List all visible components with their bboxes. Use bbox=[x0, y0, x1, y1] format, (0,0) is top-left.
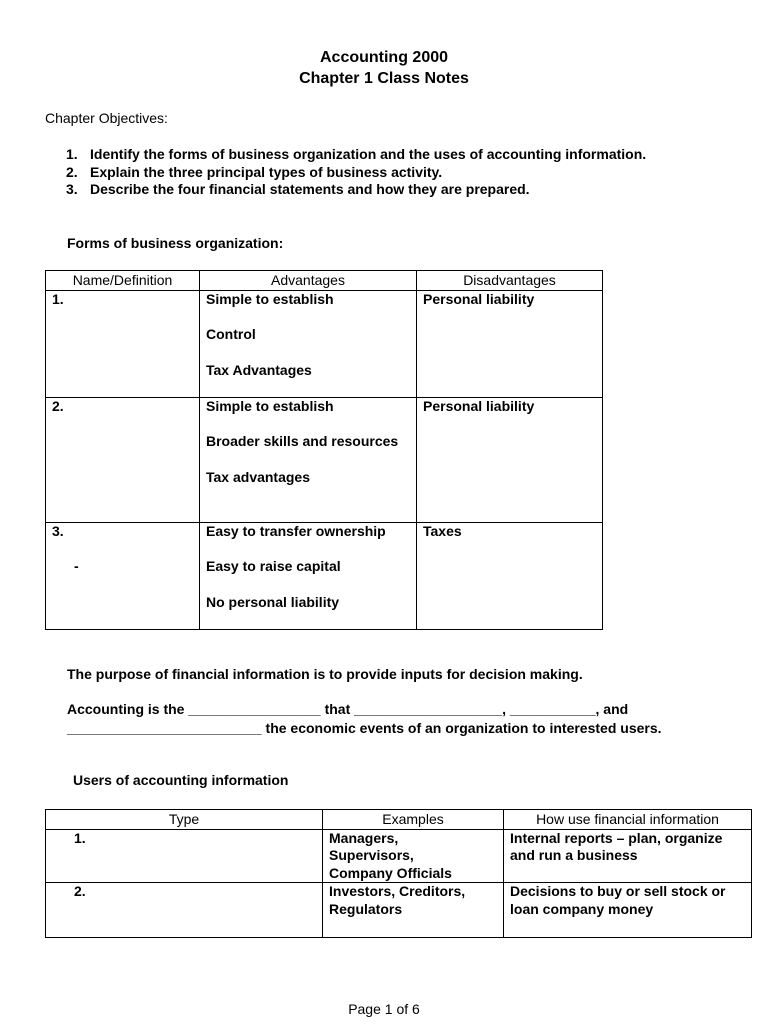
table-row bbox=[46, 829, 752, 883]
cell-advantages bbox=[200, 397, 417, 522]
use-text: Internal reports – plan, organize and run a business bbox=[510, 829, 723, 863]
cell-type bbox=[46, 883, 323, 938]
column-header-examples: Examples bbox=[323, 810, 504, 830]
cell-name bbox=[46, 522, 200, 629]
cell-disadvantages bbox=[417, 522, 603, 629]
objective-item bbox=[66, 146, 646, 164]
table-header-row bbox=[46, 271, 603, 291]
users-table bbox=[45, 809, 752, 938]
advantage-item: Tax Advantages bbox=[206, 361, 312, 378]
example-item: Company Officials bbox=[329, 864, 452, 881]
objective-item bbox=[66, 181, 646, 199]
example-item: Supervisors, bbox=[329, 847, 414, 863]
column-header-disadvantages: Disadvantages bbox=[417, 271, 603, 291]
definition-line-2: _________________________ the economic events of an organization to interested users. bbox=[67, 720, 662, 736]
disadvantage-item: Personal liability bbox=[423, 290, 535, 307]
row-number: 1. bbox=[74, 829, 86, 846]
document-title: Accounting 2000 bbox=[319, 49, 449, 66]
cell-use bbox=[504, 883, 752, 938]
cell-disadvantages bbox=[417, 397, 603, 522]
purpose-sentence: The purpose of financial information is to provide inputs for decision making. bbox=[67, 666, 583, 682]
table-row bbox=[46, 397, 603, 522]
page-number: Page 1 of 6 bbox=[348, 1001, 420, 1017]
cell-use bbox=[504, 829, 752, 883]
advantage-item: Tax advantages bbox=[206, 468, 311, 485]
objective-number: 1. bbox=[66, 146, 78, 162]
forms-table bbox=[45, 270, 603, 630]
column-header-type: Type bbox=[46, 810, 323, 830]
cell-disadvantages bbox=[417, 290, 603, 397]
cell-type bbox=[46, 829, 323, 883]
objectives-heading: Chapter Objectives: bbox=[45, 110, 168, 126]
cell-name bbox=[46, 290, 200, 397]
row-number: 2. bbox=[74, 883, 86, 899]
table-header-row bbox=[46, 810, 752, 830]
advantage-item: Simple to establish bbox=[206, 290, 334, 307]
disadvantage-item: Personal liability bbox=[423, 397, 535, 414]
advantage-item: No personal liability bbox=[206, 593, 340, 610]
row-sub-marker: - bbox=[74, 558, 79, 574]
objective-item bbox=[66, 164, 646, 182]
objective-text: Explain the three principal types of business activity. bbox=[90, 163, 443, 180]
table-row bbox=[46, 522, 603, 629]
users-heading: Users of accounting information bbox=[73, 772, 289, 788]
objective-text: Describe the four financial statements and how they are prepared. bbox=[90, 181, 530, 197]
objective-text: Identify the forms of business organization and the uses of accounting information. bbox=[90, 146, 647, 162]
definition-line-1: Accounting is the _________________ that ___________________, ___________, and bbox=[67, 701, 629, 717]
column-header-name: Name/Definition bbox=[46, 271, 200, 291]
advantage-item: Easy to raise capital bbox=[206, 558, 341, 574]
objective-number: 2. bbox=[66, 163, 78, 180]
row-number: 2. bbox=[52, 397, 64, 414]
column-header-use: How use financial information bbox=[504, 810, 752, 830]
row-number: 1. bbox=[52, 290, 64, 307]
forms-heading: Forms of business organization: bbox=[67, 235, 284, 251]
table-row bbox=[46, 290, 603, 397]
cell-examples bbox=[323, 883, 504, 938]
disadvantage-item: Taxes bbox=[423, 522, 462, 539]
document-subtitle: Chapter 1 Class Notes bbox=[299, 70, 469, 87]
row-number: 3. bbox=[52, 522, 64, 539]
cell-advantages bbox=[200, 290, 417, 397]
advantage-item: Broader skills and resources bbox=[206, 433, 399, 449]
objectives-list bbox=[66, 146, 646, 199]
objective-number: 3. bbox=[66, 181, 78, 197]
table-row bbox=[46, 883, 752, 938]
advantage-item: Simple to establish bbox=[206, 397, 334, 414]
cell-name bbox=[46, 397, 200, 522]
advantage-item: Easy to transfer ownership bbox=[206, 522, 386, 539]
cell-advantages bbox=[200, 522, 417, 629]
example-item: Managers, bbox=[329, 829, 399, 846]
use-text: Decisions to buy or sell stock or loan company money bbox=[510, 883, 726, 917]
example-item: Regulators bbox=[329, 900, 403, 917]
example-item: Investors, Creditors, bbox=[329, 883, 466, 899]
cell-examples bbox=[323, 829, 504, 883]
column-header-advantages: Advantages bbox=[200, 271, 417, 291]
advantage-item: Control bbox=[206, 326, 256, 342]
